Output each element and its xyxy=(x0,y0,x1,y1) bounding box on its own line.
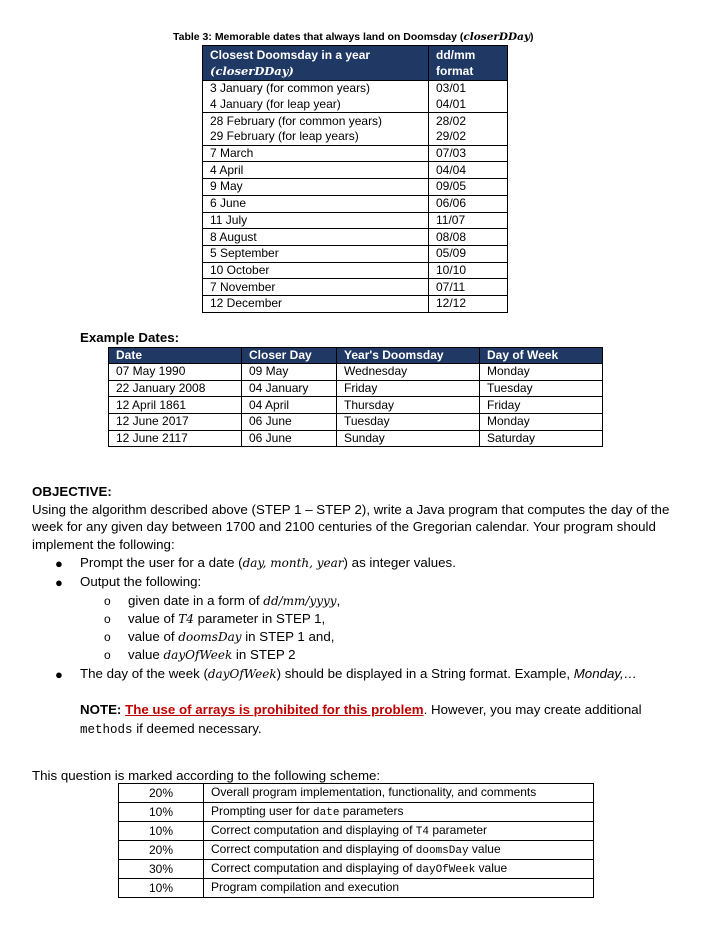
closest-doomsday-cell: 12 December xyxy=(203,295,429,312)
table-row xyxy=(203,162,508,179)
table-row xyxy=(119,784,594,803)
criterion-cell: Program compilation and execution xyxy=(204,879,594,898)
bullet-icon: ● xyxy=(55,556,63,571)
criterion-cell: Overall program implementation, functionality, and comments xyxy=(204,784,594,803)
objective-bullet-output: Output the following: xyxy=(80,574,202,589)
score-percent-cell: 10% xyxy=(119,879,204,898)
table-row xyxy=(203,195,508,212)
table-header-row xyxy=(109,348,603,364)
closest-doomsday-cell: 5 September xyxy=(203,245,429,262)
closest-doomsday-cell: 11 July xyxy=(203,212,429,229)
ddmm-cell: 10/10 xyxy=(429,262,508,279)
header-closest-doomsday: Closest Doomsday in a year (closerDDay) xyxy=(203,46,429,81)
criterion-cell: Prompting user for date parameters xyxy=(204,803,594,822)
score-percent-cell: 20% xyxy=(119,841,204,860)
day-of-week-cell: Monday xyxy=(480,364,603,381)
table-row xyxy=(109,414,603,431)
objective-bullet-prompt: Prompt the user for a date (day, month, year) as integer values. xyxy=(80,555,456,570)
doomsday-dates-table xyxy=(202,45,508,313)
ddmm-cell: 03/01 xyxy=(429,81,508,97)
table-row xyxy=(203,145,508,162)
table-row xyxy=(109,397,603,414)
objective-line-3: implement the following: xyxy=(32,537,175,552)
output-item-dayofweek: value dayOfWeek in STEP 2 xyxy=(128,647,296,662)
ddmm-cell: 06/06 xyxy=(429,195,508,212)
criterion-cell: Correct computation and displaying of T4 parameter xyxy=(204,822,594,841)
ddmm-cell: 11/07 xyxy=(429,212,508,229)
closest-doomsday-cell: 4 January (for leap year) xyxy=(203,97,429,113)
table-row xyxy=(203,262,508,279)
ddmm-cell: 12/12 xyxy=(429,295,508,312)
score-percent-cell: 10% xyxy=(119,822,204,841)
hollow-bullet-icon: o xyxy=(104,612,111,626)
score-percent-cell: 20% xyxy=(119,784,204,803)
table-row xyxy=(119,860,594,879)
years-doomsday-cell: Wednesday xyxy=(337,364,480,381)
closest-doomsday-cell: 9 May xyxy=(203,179,429,196)
years-doomsday-cell: Thursday xyxy=(337,397,480,414)
criterion-cell: Correct computation and displaying of dayOfWeek value xyxy=(204,860,594,879)
date-cell: 22 January 2008 xyxy=(109,380,242,397)
closest-doomsday-cell: 4 April xyxy=(203,162,429,179)
years-doomsday-cell: Tuesday xyxy=(337,414,480,431)
date-cell: 12 June 2117 xyxy=(109,430,242,447)
bullet-icon: ● xyxy=(55,575,63,590)
note-paragraph: NOTE: The use of arrays is prohibited for this problem. However, you may create additional methods if deemed necessary. xyxy=(80,702,642,737)
ddmm-cell: 29/02 xyxy=(429,129,508,145)
closer-day-cell: 09 May xyxy=(242,364,337,381)
closest-doomsday-cell: 29 February (for leap years) xyxy=(203,129,429,145)
day-of-week-cell: Tuesday xyxy=(480,380,603,397)
closest-doomsday-cell: 8 August xyxy=(203,229,429,246)
table-row xyxy=(203,229,508,246)
ddmm-cell: 08/08 xyxy=(429,229,508,246)
closer-day-cell: 04 January xyxy=(242,380,337,397)
closer-day-cell: 04 April xyxy=(242,397,337,414)
ddmm-cell: 04/01 xyxy=(429,97,508,113)
day-of-week-cell: Saturday xyxy=(480,430,603,447)
example-dates-title: Example Dates: xyxy=(80,330,180,345)
output-item-doomsday: value of doomsDay in STEP 1 and, xyxy=(128,629,335,644)
table-row xyxy=(203,245,508,262)
header-ddmm: dd/mm format xyxy=(429,46,508,81)
header-years-doomsday: Year's Doomsday xyxy=(337,348,480,364)
closest-doomsday-cell: 28 February (for common years) xyxy=(203,113,429,129)
ddmm-cell: 07/03 xyxy=(429,145,508,162)
bullet-icon: ● xyxy=(55,667,63,682)
years-doomsday-cell: Friday xyxy=(337,380,480,397)
closest-doomsday-cell: 3 January (for common years) xyxy=(203,81,429,97)
table-row xyxy=(119,841,594,860)
marking-scheme-table xyxy=(118,783,594,898)
years-doomsday-cell: Sunday xyxy=(337,430,480,447)
closest-doomsday-cell: 6 June xyxy=(203,195,429,212)
date-cell: 12 June 2017 xyxy=(109,414,242,431)
arrays-prohibited-warning: The use of arrays is prohibited for this problem xyxy=(125,702,424,717)
hollow-bullet-icon: o xyxy=(104,594,111,608)
day-of-week-cell: Monday xyxy=(480,414,603,431)
score-percent-cell: 10% xyxy=(119,803,204,822)
output-item-date: given date in a form of dd/mm/yyyy, xyxy=(128,593,341,608)
table-row xyxy=(119,822,594,841)
scheme-intro: This question is marked according to the following scheme: xyxy=(32,768,381,783)
objective-line-1: Using the algorithm described above (STEP 1 – STEP 2), write a Java program that computes the day of the xyxy=(32,502,670,517)
hollow-bullet-icon: o xyxy=(104,630,111,644)
ddmm-cell: 07/11 xyxy=(429,279,508,296)
table-header-row xyxy=(203,46,508,81)
ddmm-cell: 28/02 xyxy=(429,113,508,129)
table-row xyxy=(109,364,603,381)
objective-title: OBJECTIVE: xyxy=(32,484,112,499)
table-row xyxy=(203,97,508,113)
objective-bullet-format: The day of the week (dayOfWeek) should be displayed in a String format. Example, Monday,… xyxy=(80,666,638,681)
objective-line-2: week for any given day between 1700 and 2100 centuries of the Gregorian calendar. Your program should xyxy=(32,519,656,534)
example-dates-table xyxy=(108,347,603,447)
table-row xyxy=(119,879,594,898)
closest-doomsday-cell: 10 October xyxy=(203,262,429,279)
header-date: Date xyxy=(109,348,242,364)
closest-doomsday-cell: 7 November xyxy=(203,279,429,296)
ddmm-cell: 09/05 xyxy=(429,179,508,196)
table-row xyxy=(109,430,603,447)
table3-caption: Table 3: Memorable dates that always land on Doomsday (closerDDay) xyxy=(173,31,534,43)
hollow-bullet-icon: o xyxy=(104,648,111,662)
date-cell: 07 May 1990 xyxy=(109,364,242,381)
table-row xyxy=(203,81,508,97)
header-day-of-week: Day of Week xyxy=(480,348,603,364)
ddmm-cell: 04/04 xyxy=(429,162,508,179)
ddmm-cell: 05/09 xyxy=(429,245,508,262)
table-row xyxy=(203,179,508,196)
header-closer-day: Closer Day xyxy=(242,348,337,364)
table-row xyxy=(119,803,594,822)
table-row xyxy=(203,113,508,129)
closer-day-cell: 06 June xyxy=(242,414,337,431)
date-cell: 12 April 1861 xyxy=(109,397,242,414)
table-row xyxy=(203,295,508,312)
closer-day-cell: 06 June xyxy=(242,430,337,447)
closest-doomsday-cell: 7 March xyxy=(203,145,429,162)
day-of-week-cell: Friday xyxy=(480,397,603,414)
table-row xyxy=(203,212,508,229)
table-row xyxy=(203,279,508,296)
table-row xyxy=(203,129,508,145)
score-percent-cell: 30% xyxy=(119,860,204,879)
criterion-cell: Correct computation and displaying of doomsDay value xyxy=(204,841,594,860)
table-row xyxy=(109,380,603,397)
output-item-t4: value of T4 parameter in STEP 1, xyxy=(128,611,326,626)
